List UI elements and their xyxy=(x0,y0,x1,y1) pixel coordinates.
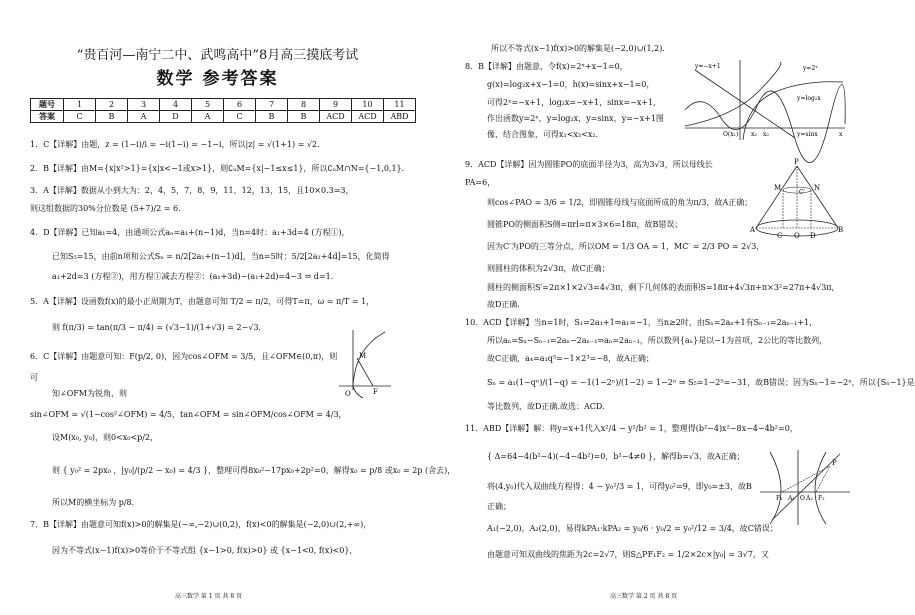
answer-line: 已知S₅=15，由前n项和公式Sₙ = n/2[2a₁+(n−1)d]，当n=5时：5/2[2a₁+4d]=15，化简得 xyxy=(52,252,390,261)
answer-line: sin∠OFM = √(1−cos²∠OFM) = 4/5，tan∠OFM = sin∠OFM/cos∠OFM = 4/3， xyxy=(30,410,347,419)
x2-label: x₂ xyxy=(751,131,757,138)
answer-cell: B xyxy=(256,111,288,123)
answer-line: 因为不等式(x−1)f(x)>0等价于不等式组 {x−1>0, f(x)>0} 或 {x−1<0, f(x)<0}， xyxy=(52,546,358,555)
question-number: 3 xyxy=(128,99,160,111)
document-subtitle: 数学 参考答案 xyxy=(156,69,279,89)
question-number: 11 xyxy=(384,99,416,111)
answer-table xyxy=(30,98,416,123)
answer-cell: B xyxy=(288,111,320,123)
page-left xyxy=(0,0,456,615)
answer-line: 正确； xyxy=(487,502,511,511)
answer-line: 圆锥PO的侧面积S侧=πrl=π×3×6=18π，故B错误； xyxy=(487,220,683,229)
answer-line: 像，结合图象，可得x₁<x₃<x₂． xyxy=(487,130,604,139)
parabola-figure xyxy=(335,328,395,400)
vertex-a1-label: A₁ xyxy=(788,495,795,502)
x-axis-label: x xyxy=(839,131,843,138)
point-m-label: M xyxy=(774,184,782,192)
answer-line: 故D正确． xyxy=(487,300,526,309)
answer-cell: A xyxy=(192,111,224,123)
question-number: 7 xyxy=(256,99,288,111)
focus-f-label: F xyxy=(373,388,378,396)
answer-line: A₁(−2,0)，A₂(2,0)，易得kPA₁·kPA₂ = y₀/6 · y₀/2 = y₀²/12 = 3/4，故C错误； xyxy=(487,524,778,533)
answer-cell: D xyxy=(160,111,192,123)
answer-line: 故C正确，a₄=a₁q³=−1×2³=−8，故A正确； xyxy=(487,354,654,363)
answer-line: 5．A【详解】设函数f(x)的最小正周期为T，由题意可知 T/2 = π/2，可得T=π，ω = π/T = 1， xyxy=(30,297,375,306)
answer-line: 所以aₙ=Sₙ−Sₙ₋₁=2aₙ−2aₙ₋₁⇒aₙ=2aₙ₋₁，所以数列{aₙ}是以−1为首项，2公比的等比数列， xyxy=(487,336,828,345)
answer-line: 作出函数y=2ˣ，y=log₂x，y=sinx，y=−x+1图 xyxy=(487,114,664,123)
answer-cell: ACD xyxy=(320,111,352,123)
point-c-prime-label: C′ xyxy=(799,189,805,196)
answer-line: PA=6， xyxy=(465,178,496,187)
answer-cell: C xyxy=(224,111,256,123)
origin-label: O xyxy=(345,390,351,398)
answer-line: Sₙ = a₁(1−qⁿ)/(1−q) = −1(1−2ⁿ)/(1−2) = 1−2ⁿ ⇒ S₅=1−2⁵=−31，故B错误；因为Sₙ−1=−2ⁿ，所以{Sₙ−1}是 xyxy=(487,378,915,387)
answer-table-header-row xyxy=(31,99,416,111)
answer-line: 等比数列，故D正确.故选：ACD. xyxy=(487,402,605,411)
answer-line: g(x)=log₂x+x−1=0，h(x)=sinx+x−1=0， xyxy=(487,80,655,89)
answer-cell: C xyxy=(64,111,96,123)
answer-line: 则这组数据的30%分位数是 (5+7)/2 = 6． xyxy=(30,204,187,213)
point-m-label: M xyxy=(359,352,367,360)
origin-label: O xyxy=(800,495,805,502)
point-n-label: N xyxy=(814,184,821,192)
answer-table-answer-row xyxy=(31,111,416,123)
answer-line: 因为C′为PO的三等分点，所以OM = 1/3 OA = 1，MC′ = 2/3 PO = 2√3， xyxy=(487,242,765,251)
apex-p-label: P xyxy=(794,158,799,166)
question-number: 4 xyxy=(160,99,192,111)
answer-line: 1．C【详解】由题，z = (1−i)/i = −i(1−i) = −1−i，所以|z| = √(1+1) = √2． xyxy=(30,140,326,149)
function-graphs-figure xyxy=(685,60,845,140)
point-a-label: A xyxy=(750,226,756,234)
answer-line: 2．B【详解】由M={x|x²>1}={x|x<−1或x>1}，则∁ᵤM={x|−1≤x≤1}，所以∁ᵤM∩N={−1,0,1}． xyxy=(30,164,410,173)
hyperbola-figure xyxy=(760,450,850,525)
question-number: 2 xyxy=(96,99,128,111)
answer-line: 7．B【详解】由题意可知f(x)>0的解集是(−∞,−2)∪(0,2)，f(x)<0的解集是(−2,0)∪(2,+∞)， xyxy=(30,520,372,529)
answer-line: 11．ABD【详解】解：将y=x+1代入x²/4 − y²/b² = 1，整理得(b²−4)x²−8x−4−4b²=0， xyxy=(465,424,798,433)
line-label: y=−x+1 xyxy=(695,63,721,70)
answer-line: 设M(x₀, y₀)，则0<x₀<p/2， xyxy=(52,433,159,442)
answer-line: 则 f(π/3) = tan(π/3 − π/4) = (√3−1)/(1+√3) = 2−√3． xyxy=(52,323,267,332)
page-footer-right: 高三数学 第 2 页 共 8 页 xyxy=(610,593,678,600)
x3-label: x₃ xyxy=(763,131,769,138)
answer-line: a₁+2d=3 (方程②)，用方程①减去方程②：(a₁+3d)−(a₁+2d)=4−3 ⇒ d=1． xyxy=(52,272,339,281)
point-d-label: D xyxy=(810,232,816,240)
answer-line: 则 { y₀² = 2px₀ ，|y₀|/(p/2 − x₀) = 4/3 }，整理可得8x₀²−17px₀+2p²=0，解得x₀ = p/8 或x₀ = 2p (舍去)， xyxy=(52,466,456,475)
answer-line: 由题意可知双曲线的焦距为2c=2√7，则S△PF₁F₂ = 1/2×2c×|y₀| = 3√7，又 xyxy=(487,550,769,559)
question-number: 6 xyxy=(224,99,256,111)
point-p-label: P xyxy=(832,459,837,467)
answer-line: 可得2ˣ=−x+1，log₂x=−x+1，sinx=−x+1， xyxy=(487,98,662,107)
answer-line: 所以M的横坐标为 p/8． xyxy=(52,498,140,507)
focus-f2-label: F₂ xyxy=(818,495,825,502)
answer-line: 所以不等式(x−1)f(x)>0的解集是(−2,0)∪(1,2)． xyxy=(491,44,671,53)
answer-line: { Δ=64−4(b²−4)(−4−4b²)=0，b²−4≠0 }，解得b=√3，故A正确； xyxy=(487,452,745,461)
question-number: 5 xyxy=(192,99,224,111)
page-right xyxy=(435,0,915,615)
focus-f1-label: F₁ xyxy=(776,495,783,502)
sine-curve-label: y=sinx xyxy=(797,131,818,138)
answer-cell: B xyxy=(96,111,128,123)
answer-line: 知∠OFM为锐角，则 xyxy=(52,389,128,398)
answer-line: 3．A【详解】数据从小到大为：2，4，5，7，8，9，11，12，13，15，且10×0.3=3， xyxy=(30,186,354,195)
question-number: 9 xyxy=(320,99,352,111)
answer-line: 6．C【详解】由题意可知：F(p/2, 0)，因为cos∠OFM = 3/5，且∠OFM∈(0,π)，则 xyxy=(30,352,338,361)
point-b-label: B xyxy=(838,226,844,234)
origin-label: O(x₁) xyxy=(723,131,739,138)
answer-line: 可 xyxy=(30,373,38,382)
point-o-label: O xyxy=(794,232,800,240)
question-number: 10 xyxy=(352,99,384,111)
answer-cell: A xyxy=(128,111,160,123)
row-label-question: 题号 xyxy=(31,99,64,111)
vertex-a2-label: A₂ xyxy=(806,495,813,502)
point-c-label: C xyxy=(777,232,783,240)
answer-line: 将(4,y₀)代入双曲线方程得：4 − y₀²/3 = 1，可得y₀²=9，即y₀=±3，故B xyxy=(487,482,752,491)
log-curve-label: y=log₂x xyxy=(797,95,821,102)
answer-line: 圆柱的侧面积S′=2π×1×2√3=4√3π，剩下几何体的表面积S=18π+4√3π+π×3²=27π+4√3π， xyxy=(487,283,840,292)
answer-cell: ACD xyxy=(352,111,384,123)
answer-line: 8．B【详解】由题意，令f(x)=2ˣ+x−1=0， xyxy=(465,62,628,71)
row-label-answer: 答案 xyxy=(31,111,64,123)
answer-cell: ABD xyxy=(384,111,416,123)
cone-figure xyxy=(750,160,845,240)
question-number: 1 xyxy=(64,99,96,111)
answer-line: 则圆柱的体积为2√3π，故C正确； xyxy=(487,264,610,273)
answer-line: 4．D【详解】已知a₁=4，由通项公式aₙ=a₁+(n−1)d，当n=4时：a₁+3d=4 (方程①)， xyxy=(30,228,350,237)
page-footer-left: 高三数学 第 1 页 共 8 页 xyxy=(175,593,243,600)
question-number: 8 xyxy=(288,99,320,111)
answer-line: 则cos∠PAO = 3/6 = 1/2，即圆锥母线与底面所成的角为π/3，故A正确； xyxy=(487,198,753,207)
exp-curve-label: y=2ˣ xyxy=(803,65,818,72)
exam-title: “贵百河—南宁二中、武鸣高中”8月高三摸底考试 xyxy=(76,48,359,63)
answer-line: 10．ACD【详解】当n=1时，S₁=2a₁+1⇒a₁=−1，当n≥2时，由Sₙ=2aₙ+1有Sₙ₋₁=2aₙ₋₁+1， xyxy=(465,318,818,327)
answer-line: 9．ACD【详解】因为圆锥PO的底面半径为3，高为3√3，所以母线长 xyxy=(465,160,713,169)
